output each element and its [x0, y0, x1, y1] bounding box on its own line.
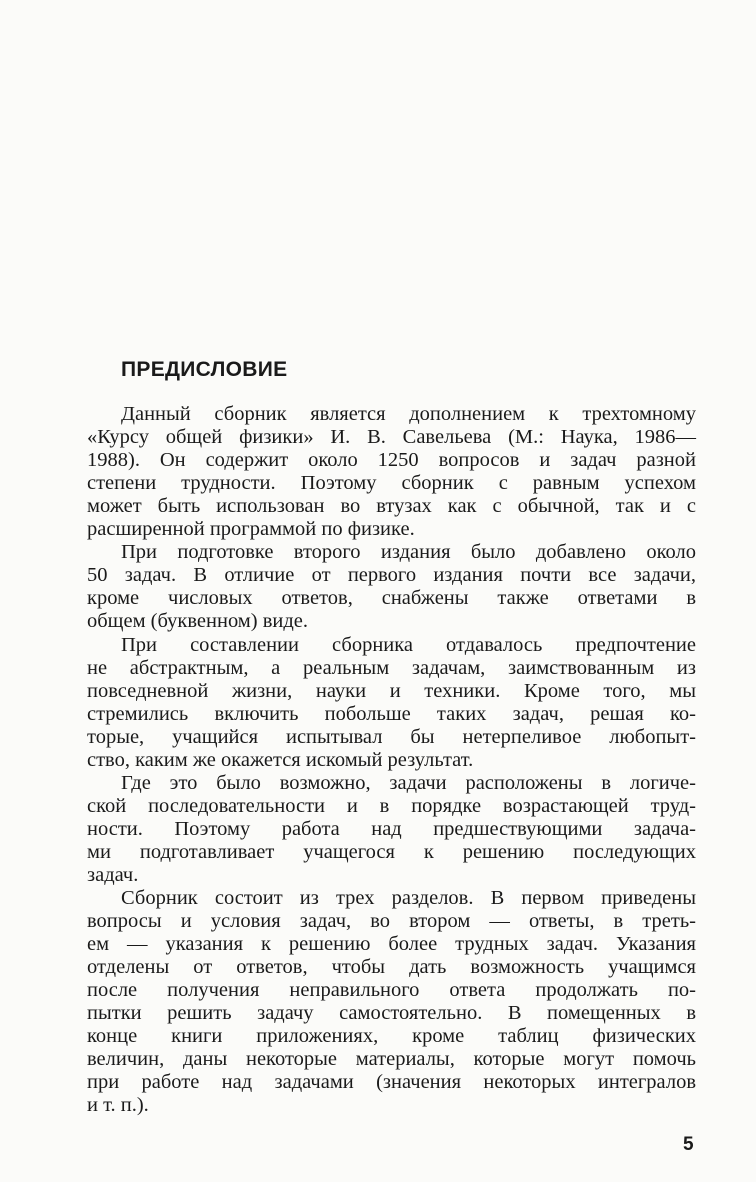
text-line: конце книги приложениях, кроме таблиц физических — [87, 1025, 696, 1047]
text-line: ем — указания к решению более трудных задач. Указания — [87, 933, 696, 955]
page-title: ПРЕДИСЛОВИЕ — [121, 358, 288, 381]
text-line: отделены от ответов, чтобы дать возможность учащимся — [87, 956, 696, 978]
text-line: после получения неправильного ответа продолжать по- — [87, 979, 696, 1001]
text-line: «Курсу общей физики» И. В. Савельева (М.: Наука, 1986— — [87, 426, 696, 448]
text-line: вопросы и условия задач, во втором — ответы, в треть- — [87, 910, 696, 932]
text-line: величин, даны некоторые материалы, которые могут помочь — [87, 1048, 696, 1070]
text-line: ство, каким же окажется искомый результат. — [87, 749, 474, 771]
text-line: При подготовке второго издания было добавлено около — [121, 541, 696, 563]
text-line: ми подготавливает учащегося к решению последующих — [87, 841, 696, 863]
text-line: Где это было возможно, задачи расположены в логиче- — [121, 772, 696, 794]
page-number: 5 — [683, 1134, 694, 1155]
text-line: и т. п.). — [87, 1094, 149, 1116]
text-line: ности. Поэтому работа над предшествующими задача- — [87, 818, 696, 840]
text-line: расширенной программой по физике. — [87, 518, 415, 540]
text-line: стремились включить побольше таких задач, решая ко- — [87, 703, 696, 725]
text-line: общем (буквенном) виде. — [87, 610, 309, 632]
text-line: при работе над задачами (значения некоторых интегралов — [87, 1071, 696, 1093]
text-line: Сборник состоит из трех разделов. В первом приведены — [121, 887, 696, 909]
text-line: 50 задач. В отличие от первого издания почти все задачи, — [87, 564, 696, 586]
text-line: пытки решить задачу самостоятельно. В помещенных в — [87, 1002, 696, 1024]
text-line: ской последовательности и в порядке возрастающей труд- — [87, 795, 696, 817]
text-line: Данный сборник является дополнением к трехтомному — [121, 403, 696, 425]
text-line: торые, учащийся испытывал бы нетерпеливое любопыт- — [87, 726, 696, 748]
text-line: кроме числовых ответов, снабжены также ответами в — [87, 587, 696, 609]
text-line: степени трудности. Поэтому сборник с равным успехом — [87, 472, 696, 494]
text-line: 1988). Он содержит около 1250 вопросов и задач разной — [87, 449, 696, 471]
text-line: При составлении сборника отдавалось предпочтение — [121, 634, 696, 656]
text-line: не абстрактным, а реальным задачам, заимствованным из — [87, 657, 696, 679]
text-line: повседневной жизни, науки и техники. Кроме того, мы — [87, 680, 696, 702]
text-line: может быть использован во втузах как с обычной, так и с — [87, 495, 696, 517]
text-line: задач. — [87, 864, 139, 886]
